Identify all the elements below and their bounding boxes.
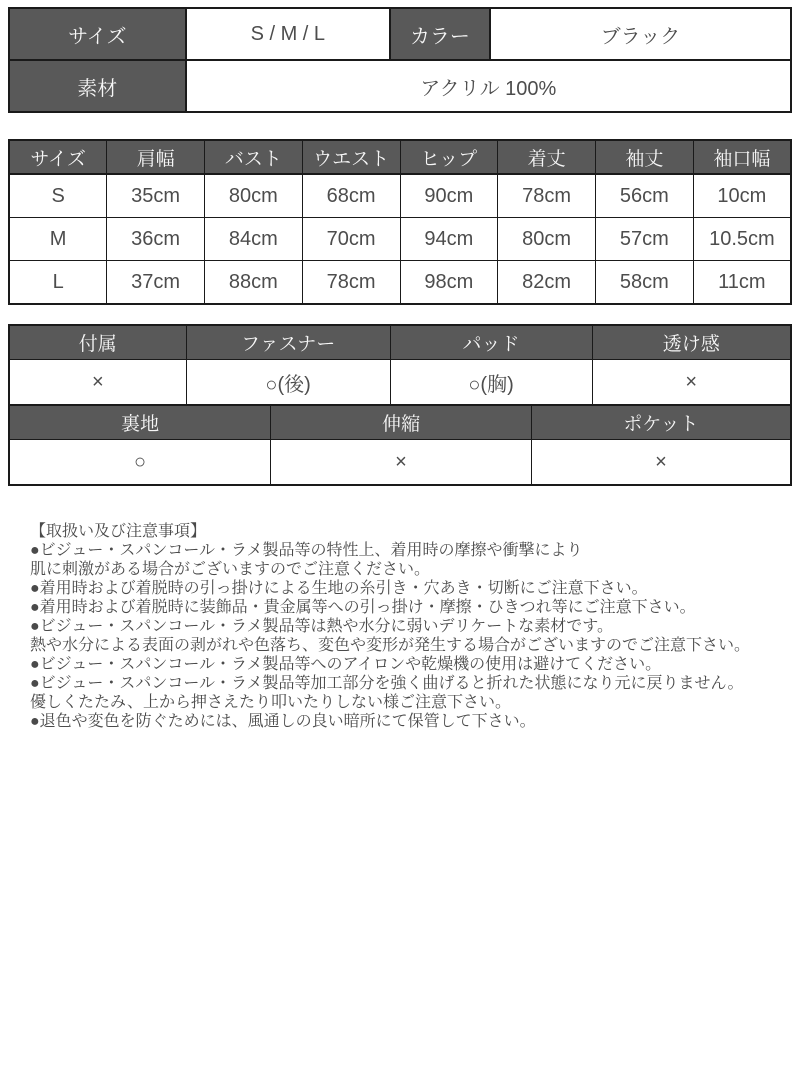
- cell: 37cm: [107, 261, 205, 305]
- cell: 57cm: [596, 218, 694, 261]
- col-header-cuff: 袖口幅: [693, 140, 791, 174]
- table-row-l: [9, 261, 791, 305]
- feature-header-pad: パッド: [390, 326, 592, 360]
- cell: 78cm: [498, 174, 596, 218]
- feature-header-accessory: 付属: [10, 326, 186, 360]
- note-line: ●着用時および着脱時に装飾品・貴金属等への引っ掛け・摩擦・ひきつれ等にご注意下さい。: [30, 599, 696, 616]
- note-line: ●退色や変色を防ぐためには、風通しの良い暗所にて保管して下さい。: [30, 713, 536, 730]
- col-header-hip: ヒップ: [400, 140, 498, 174]
- table-row: [9, 8, 791, 60]
- feature-value-pad: ○(胸): [390, 360, 592, 405]
- col-header-length: 着丈: [498, 140, 596, 174]
- col-header-sleeve: 袖丈: [596, 140, 694, 174]
- cell: 56cm: [596, 174, 694, 218]
- col-header-bust: バスト: [205, 140, 303, 174]
- col-header-waist: ウエスト: [302, 140, 400, 174]
- size-value: S / M / L: [186, 8, 390, 60]
- cell: 68cm: [302, 174, 400, 218]
- table-header-row: [10, 326, 790, 360]
- note-line: 熱や水分による表面の剥がれや色落ち、変色や変形が発生する場合がございますのでご注意下さい。: [30, 637, 751, 654]
- features-table-bottom: [10, 404, 790, 484]
- cell: 80cm: [498, 218, 596, 261]
- feature-value-fastener: ○(後): [186, 360, 390, 405]
- feature-value-sheerness: ×: [592, 360, 790, 405]
- feature-value-stretch: ×: [271, 440, 532, 485]
- cell: 36cm: [107, 218, 205, 261]
- table-row-m: [9, 218, 791, 261]
- feature-header-pocket: ポケット: [531, 405, 790, 440]
- feature-header-sheerness: 透け感: [592, 326, 790, 360]
- cell: 88cm: [205, 261, 303, 305]
- cell: 98cm: [400, 261, 498, 305]
- material-label: 素材: [9, 60, 186, 112]
- note-line: 肌に刺激がある場合がございますのでご注意ください。: [30, 561, 431, 578]
- table-row-s: [9, 174, 791, 218]
- cell: 84cm: [205, 218, 303, 261]
- cell: 10cm: [693, 174, 791, 218]
- handling-notes: [8, 522, 792, 731]
- color-value: ブラック: [490, 8, 791, 60]
- cell: 10.5cm: [693, 218, 791, 261]
- note-line: 優しくたたみ、上から押さえたり叩いたりしない様ご注意下さい。: [30, 694, 511, 711]
- note-line: ●ビジュー・スパンコール・ラメ製品等の特性上、着用時の摩擦や衝撃により: [30, 542, 583, 559]
- color-label: カラー: [390, 8, 490, 60]
- table-row: [10, 440, 790, 485]
- cell: 11cm: [693, 261, 791, 305]
- features-section: [8, 324, 792, 486]
- col-header-size: サイズ: [9, 140, 107, 174]
- material-value: アクリル 100%: [186, 60, 791, 112]
- note-line: ●着用時および着脱時の引っ掛けによる生地の糸引き・穴あき・切断にご注意下さい。: [30, 580, 648, 597]
- table-row: [9, 60, 791, 112]
- size-label: サイズ: [9, 8, 186, 60]
- product-info-table: [8, 7, 792, 113]
- cell: 35cm: [107, 174, 205, 218]
- feature-header-lining: 裏地: [10, 405, 271, 440]
- features-table-top: [10, 326, 790, 404]
- table-header-row: [10, 405, 790, 440]
- feature-header-stretch: 伸縮: [271, 405, 532, 440]
- table-header-row: [9, 140, 791, 174]
- feature-value-accessory: ×: [10, 360, 186, 405]
- cell: 70cm: [302, 218, 400, 261]
- cell: 80cm: [205, 174, 303, 218]
- cell: S: [9, 174, 107, 218]
- note-line: ●ビジュー・スパンコール・ラメ製品等加工部分を強く曲げると折れた状態になり元に戻りません。: [30, 675, 744, 692]
- feature-header-fastener: ファスナー: [186, 326, 390, 360]
- cell: L: [9, 261, 107, 305]
- note-line: ●ビジュー・スパンコール・ラメ製品等へのアイロンや乾燥機の使用は避けてください。: [30, 656, 662, 673]
- cell: 82cm: [498, 261, 596, 305]
- table-row: [10, 360, 790, 405]
- cell: M: [9, 218, 107, 261]
- note-line: ●ビジュー・スパンコール・ラメ製品等は熱や水分に弱いデリケートな素材です。: [30, 618, 613, 635]
- cell: 94cm: [400, 218, 498, 261]
- notes-title: 【取扱い及び注意事項】: [30, 523, 207, 540]
- cell: 58cm: [596, 261, 694, 305]
- feature-value-lining: ○: [10, 440, 271, 485]
- col-header-shoulder: 肩幅: [107, 140, 205, 174]
- feature-value-pocket: ×: [531, 440, 790, 485]
- cell: 78cm: [302, 261, 400, 305]
- size-chart-table: [8, 139, 792, 305]
- cell: 90cm: [400, 174, 498, 218]
